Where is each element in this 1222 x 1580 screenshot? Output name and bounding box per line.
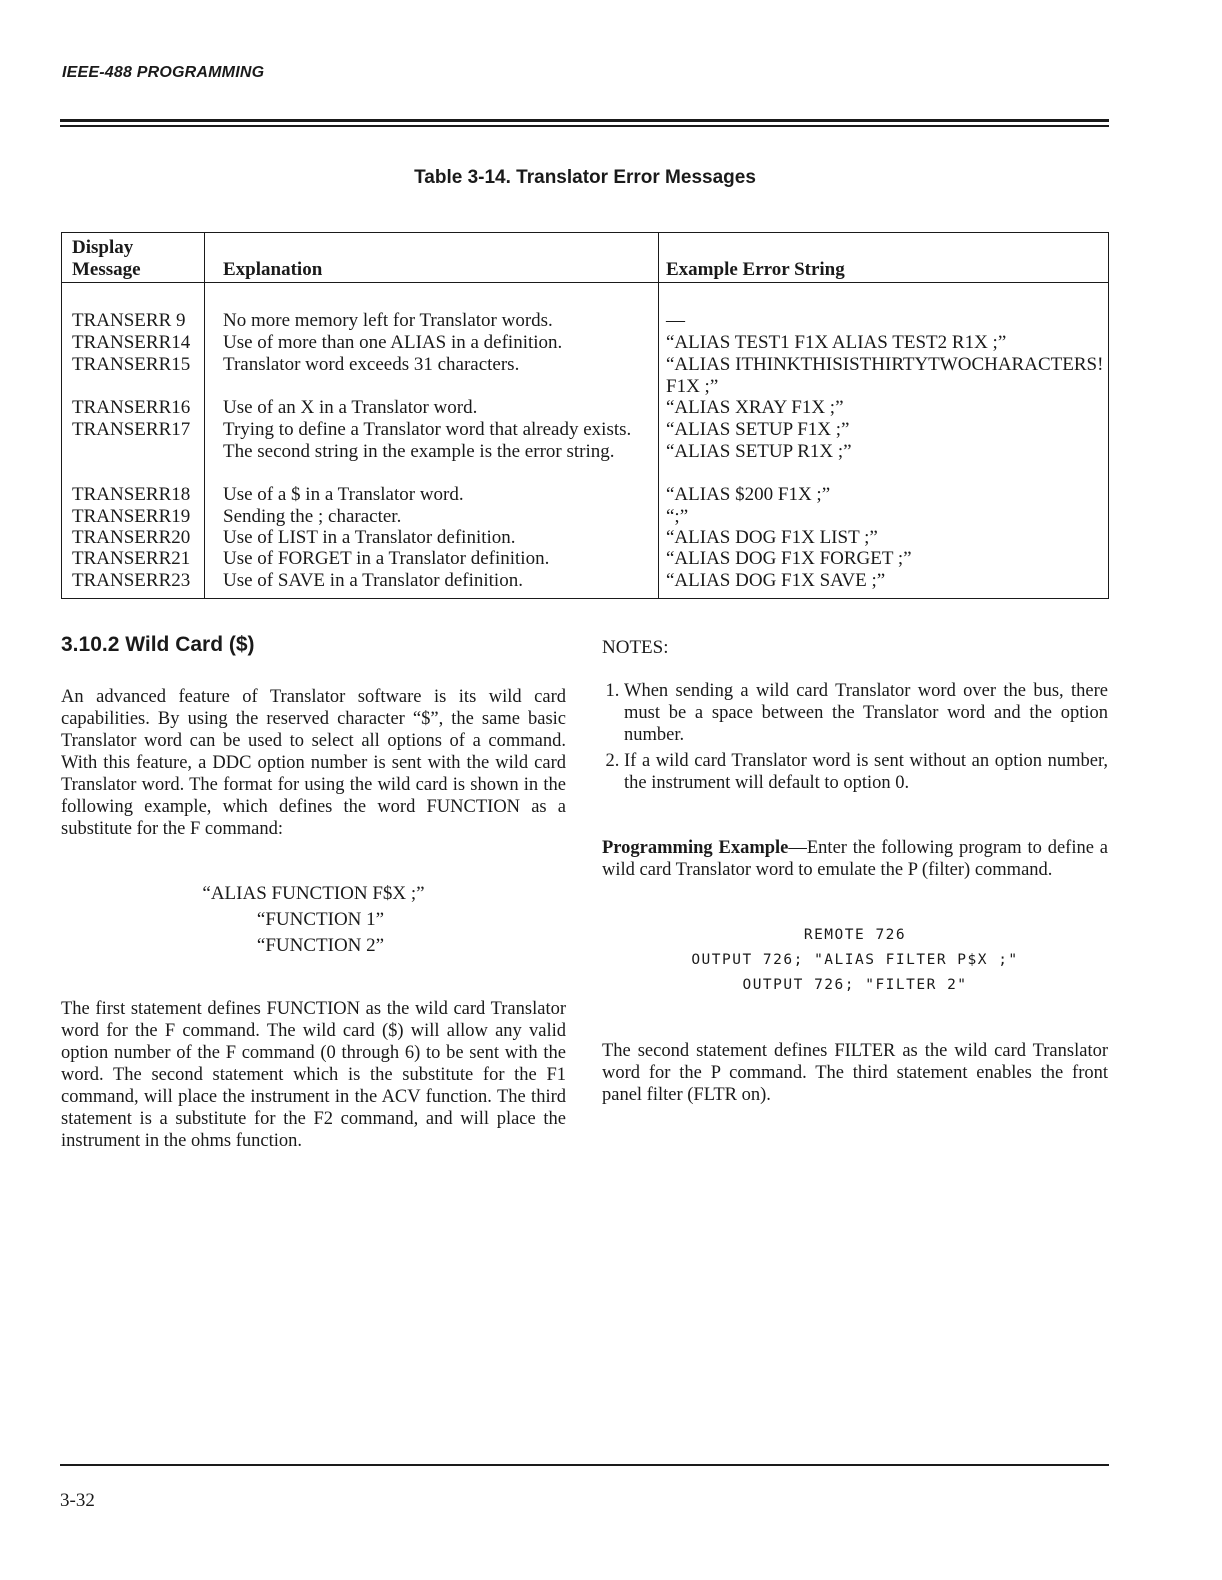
explanation: Sending the ; character. [223, 506, 402, 527]
display-message: TRANSERR19 [72, 506, 191, 527]
example-string: “ALIAS DOG F1X SAVE ;” [666, 570, 886, 591]
note-item: 1. When sending a wild card Translator word over the bus, there must be a space between the Translator word and the option number. [624, 680, 1108, 746]
example-string: “;” [666, 506, 689, 527]
example-string: “ALIAS ITHINKTHISISTHIRTYTWOCHARACTERS! F1X ;” [666, 354, 1104, 397]
code-line: REMOTE 726 [803, 927, 907, 943]
display-message: TRANSERR 9 [72, 310, 186, 331]
example-string: “ALIAS DOG F1X LIST ;” [666, 527, 878, 548]
running-header: IEEE-488 PROGRAMMING [62, 64, 265, 81]
display-message: TRANSERR15 [72, 354, 191, 375]
section-heading: 3.10.2 Wild Card ($) [61, 633, 255, 656]
example-line: “FUNCTION 1” [256, 909, 385, 930]
header-explanation: Explanation [223, 259, 323, 280]
display-message: TRANSERR20 [72, 527, 191, 548]
explanation: Use of an X in a Translator word. [223, 397, 478, 418]
example-line: “ALIAS FUNCTION F$X ;” [202, 883, 425, 904]
example-line: “FUNCTION 2” [256, 935, 385, 956]
programming-example-text: —Enter the following program to define a wild card Translator word to emulate the P (filter) command. [602, 838, 1108, 880]
programming-example-paragraph [602, 837, 1108, 881]
programming-example-label: Programming Example [602, 838, 789, 858]
code-listing [602, 923, 1108, 998]
explanation: Use of FORGET in a Translator definition. [223, 548, 550, 569]
note-item: 2. If a wild card Translator word is sent without an option number, the instrument will default to option 0. [624, 750, 1108, 794]
notes-title: NOTES: [602, 637, 669, 658]
example-string: “ALIAS $200 F1X ;” [666, 484, 831, 505]
explanation: Use of LIST in a Translator definition. [223, 527, 516, 548]
display-message: TRANSERR21 [72, 548, 191, 569]
header-rule [60, 119, 1109, 122]
header-rule-secondary [60, 125, 1109, 127]
example-string: “ALIAS XRAY F1X ;” [666, 397, 844, 418]
explanation: Use of SAVE in a Translator definition. [223, 570, 523, 591]
explanation: Use of more than one ALIAS in a definition. [223, 332, 563, 353]
explanation: Translator word exceeds 31 characters. [223, 354, 520, 375]
example-string: “ALIAS TEST1 F1X ALIAS TEST2 R1X ;” [666, 332, 1007, 353]
display-message: TRANSERR23 [72, 570, 191, 591]
intro-paragraph: An advanced feature of Translator software is its wild card capabilities. By using the reserved character “$”, the same basic Translator word can be used to select all options of a command. With this feature, a DDC option number is sent with the wild card Translator word. The format for using the wild card is shown in the following example, which defines the word FUNCTION as a substitute for the F command: [61, 687, 566, 839]
display-message: TRANSERR17 [72, 419, 191, 440]
explanation-paragraph: The first statement defines FUNCTION as the wild card Translator word for the F command. The wild card ($) will allow any valid option number of the F command (0 through 6) to be sent with the word. The second statement which is the substitute for the F1 command, will place the instrument in the ACV function. The third statement is a substitute for the F2 command, and will place the instrument in the ohms function. [61, 999, 566, 1151]
header-divider [62, 282, 1108, 283]
explanation: No more memory left for Translator words. [223, 310, 553, 331]
code-line: OUTPUT 726; "ALIAS FILTER P$X ;" [691, 952, 1019, 968]
display-message: TRANSERR14 [72, 332, 191, 353]
explanation: Use of a $ in a Translator word. [223, 484, 464, 505]
notes-list [602, 680, 1108, 798]
explanation: Trying to define a Translator word that already exists. The second string in the example is the error string. [223, 419, 632, 462]
example-string: “ALIAS SETUP F1X ;” “ALIAS SETUP R1X ;” [666, 419, 852, 462]
header-display-message: Display Message [72, 237, 141, 280]
display-message: TRANSERR16 [72, 397, 191, 418]
page-number: 3-32 [60, 1490, 95, 1511]
display-message: TRANSERR18 [72, 484, 191, 505]
wild-card-example [61, 881, 566, 959]
footer-rule [60, 1464, 1109, 1466]
example-string: “ALIAS DOG F1X FORGET ;” [666, 548, 912, 569]
follow-up-paragraph: The second statement defines FILTER as the wild card Translator word for the P command. The third statement enables the front panel filter (FLTR on). [602, 1041, 1108, 1105]
table-caption: Table 3-14. Translator Error Messages [414, 167, 756, 188]
header-example: Example Error String [666, 259, 845, 280]
error-messages-table [61, 232, 1109, 599]
column-divider [204, 233, 205, 598]
example-string: — [666, 310, 685, 331]
column-divider [658, 233, 659, 598]
code-line: OUTPUT 726; "FILTER 2" [742, 977, 968, 993]
